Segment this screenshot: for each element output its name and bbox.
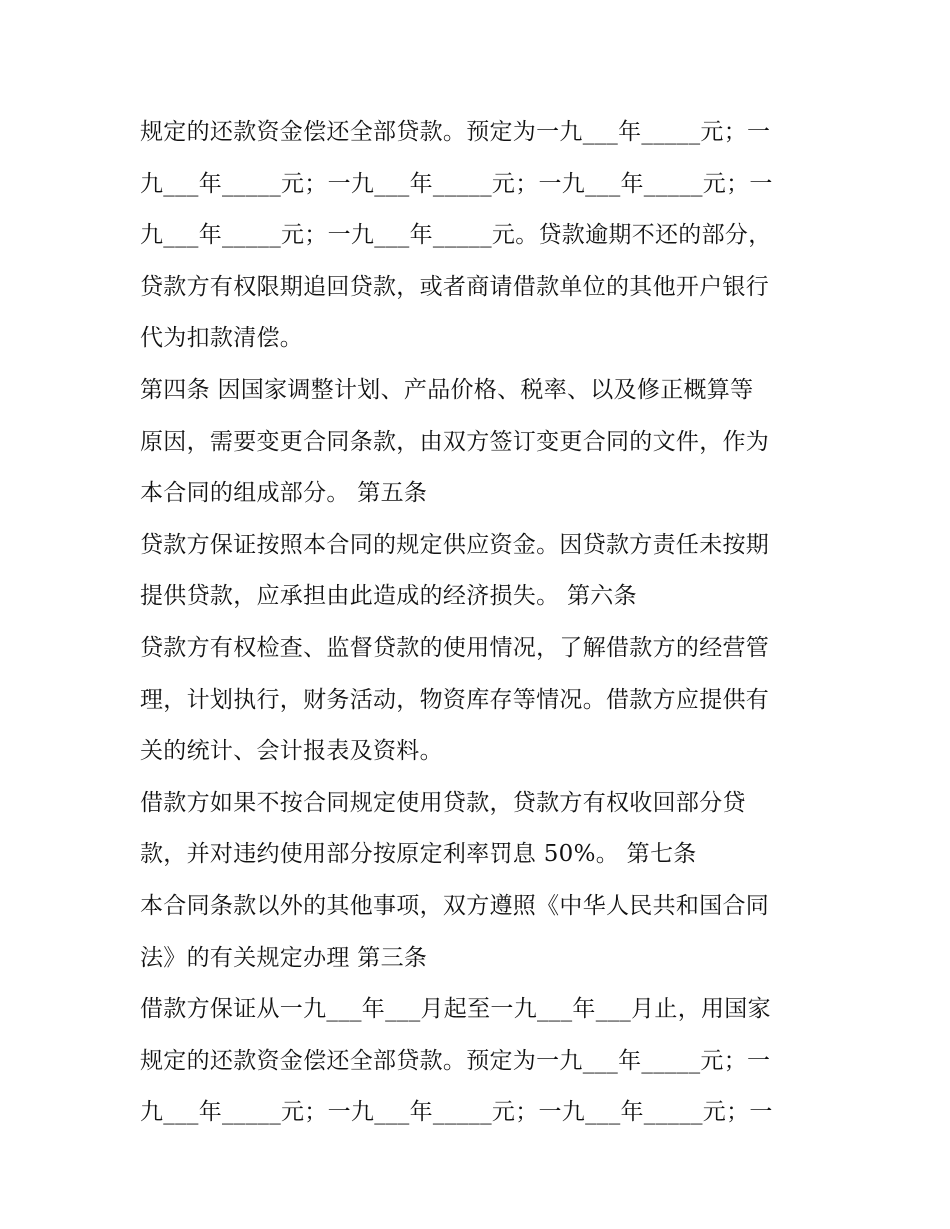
contract-text-block (140, 107, 820, 1139)
text-line: 款，并对违约使用部分按原定利率罚息 50%。 第七条 (140, 841, 697, 868)
text-line: 第四条 因国家调整计划、产品价格、税率、以及修正概算等 (140, 376, 754, 403)
text-line: 关的统计、会计报表及资料。 (140, 738, 443, 765)
text-line: 贷款方保证按照本合同的规定供应资金。因贷款方责任未按期 (140, 531, 770, 558)
text-line: 借款方保证从一九___年___月起至一九___年___月止，用国家 (140, 996, 771, 1023)
text-line: 原因，需要变更合同条款，由双方签订变更合同的文件，作为 (140, 428, 770, 455)
text-line: 规定的还款资金偿还全部贷款。预定为一九___年_____元；一 (140, 119, 771, 145)
text-line: 贷款方有权限期追回贷款，或者商请借款单位的其他开户银行 (140, 273, 770, 300)
text-line: 贷款方有权检查、监督贷款的使用情况，了解借款方的经营管 (140, 634, 770, 661)
text-line: 理，计划执行，财务活动，物资库存等情况。借款方应提供有 (140, 686, 770, 713)
text-line: 法》的有关规定办理 第三条 (140, 944, 428, 971)
text-line: 规定的还款资金偿还全部贷款。预定为一九___年_____元；一 (140, 1047, 771, 1074)
text-line: 九___年_____元；一九___年_____元。贷款逾期不还的部分， (140, 222, 772, 249)
text-line: 九___年_____元；一九___年_____元；一九___年_____元；一 (140, 1099, 773, 1126)
text-line: 提供贷款，应承担由此造成的经济损失。 第六条 (140, 583, 637, 610)
text-line: 本合同条款以外的其他事项，双方遵照《中华人民共和国合同 (140, 892, 770, 919)
text-line: 借款方如果不按合同规定使用贷款，贷款方有权收回部分贷 (140, 789, 746, 816)
text-line: 本合同的组成部分。 第五条 (140, 480, 428, 507)
text-line: 代为扣款清偿。 (140, 325, 304, 352)
text-line: 九___年_____元；一九___年_____元；一九___年_____元；一 (140, 170, 773, 197)
